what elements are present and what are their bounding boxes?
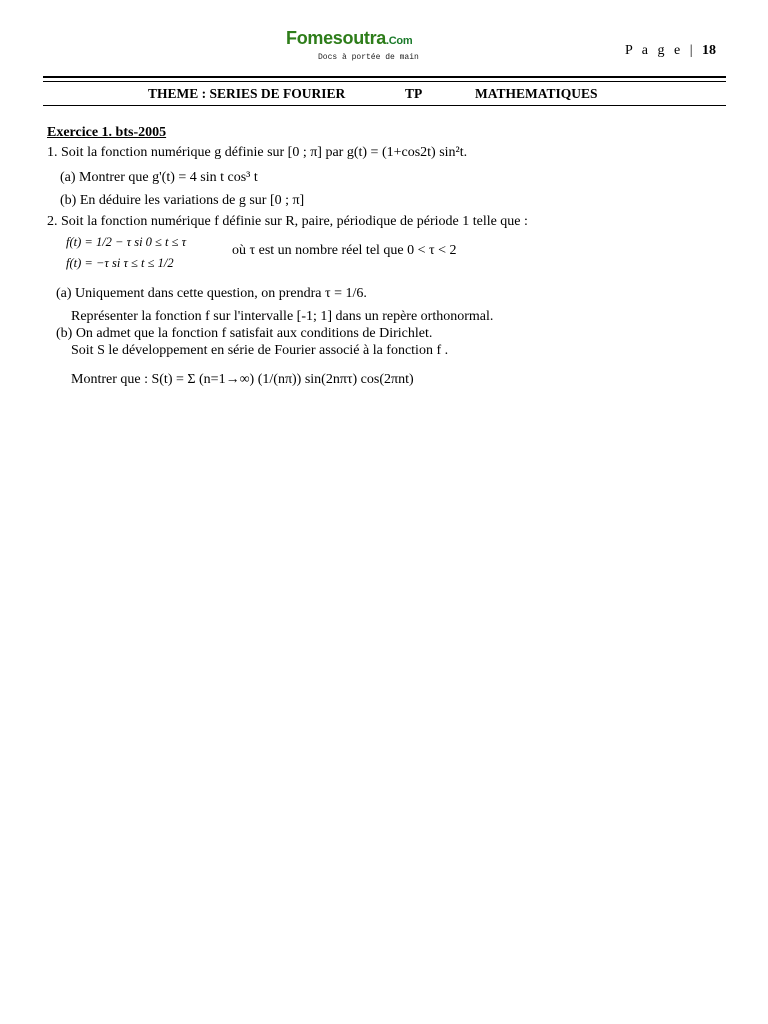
piecewise-case-2: f(t) = −τ si τ ≤ t ≤ 1/2: [66, 256, 174, 270]
exercise-1-q2a: (a) Uniquement dans cette question, on prendra τ = 1/6.: [56, 286, 367, 301]
piecewise-case-1: f(t) = 1/2 − τ si 0 ≤ t ≤ τ: [66, 235, 187, 249]
exercise-1-q1: 1. Soit la fonction numérique g définie sur [0 ; π] par g(t) = (1+cos2t) sin²t.: [47, 145, 468, 160]
site-logo: [286, 28, 412, 49]
header-rule-thin: [43, 81, 726, 82]
page-label: P a g e |: [625, 43, 696, 58]
exercise-1-q2a-cont: Représenter la fonction f sur l'intervalle [-1; 1] dans un repère orthonormal.: [71, 309, 494, 324]
logo-tagline: Docs à portée de main: [318, 53, 419, 62]
logo-suffix: .Com: [386, 35, 413, 47]
page-number: 18: [702, 43, 716, 58]
theme-rule: [43, 105, 726, 106]
exercise-1-q1a: (a) Montrer que g'(t) = 4 sin t cos³ t: [60, 170, 258, 185]
exercise-1-q2-condition: où τ est un nombre réel tel que 0 < τ < 2: [232, 243, 457, 258]
exercise-1-q2b-show: Montrer que : S(t) = Σ (n=1→∞) (1/(nπ)) sin(2nπτ) cos(2πnt): [71, 372, 414, 387]
page-indicator: [625, 43, 716, 59]
logo-main: Fomesoutra: [286, 28, 387, 48]
theme-type: TP: [405, 86, 423, 101]
theme-discipline: MATHEMATIQUES: [475, 86, 598, 101]
exercise-1-title: Exercice 1. bts-2005: [47, 125, 167, 140]
header-rule-thick: [43, 76, 726, 78]
exercise-1-q1b: (b) En déduire les variations de g sur [0 ; π]: [60, 193, 305, 208]
theme-subject: THEME : SERIES DE FOURIER: [148, 86, 346, 101]
exercise-1-q2: 2. Soit la fonction numérique f définie sur R, paire, périodique de période 1 telle que :: [47, 214, 528, 229]
exercise-1-q2b-cont: Soit S le développement en série de Fourier associé à la fonction f .: [71, 343, 449, 358]
exercise-1-q2b: (b) On admet que la fonction f satisfait aux conditions de Dirichlet.: [56, 326, 433, 341]
